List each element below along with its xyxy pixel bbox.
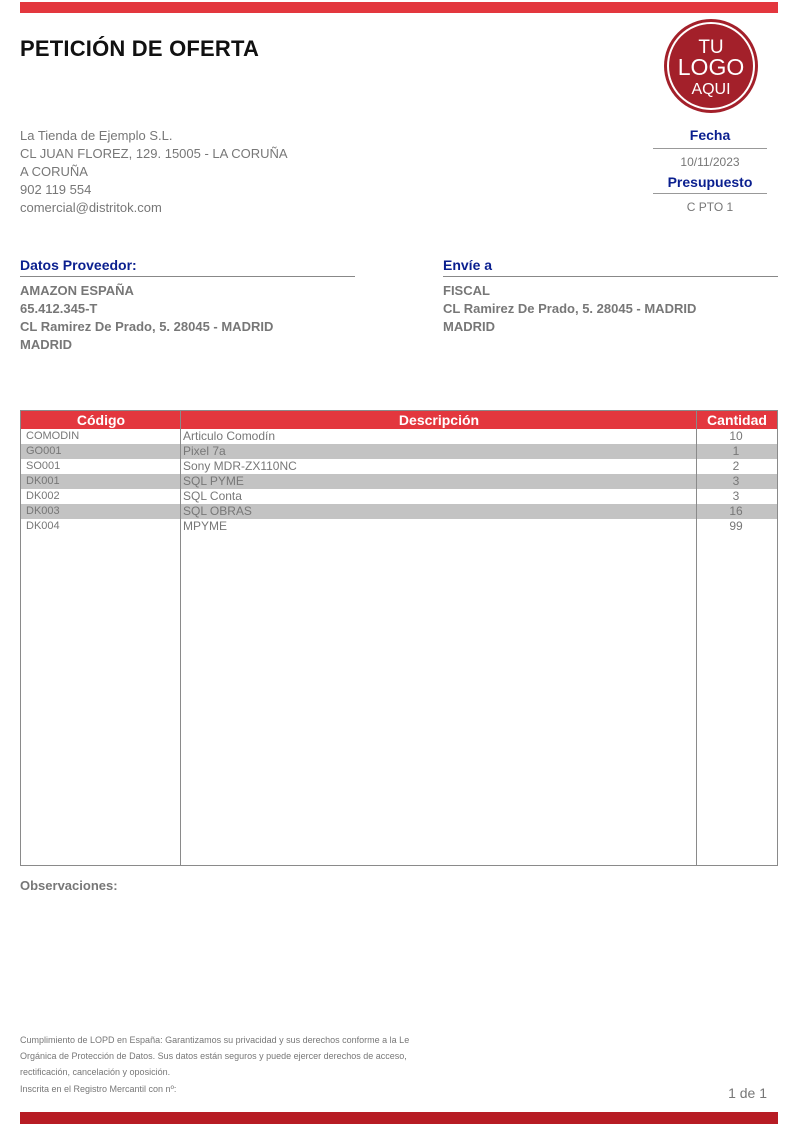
quote-block [653,174,767,190]
company-phone: 902 119 554 [20,182,92,197]
top-accent-bar [20,2,778,13]
date-value-block [653,155,767,169]
supplier-city: MADRID [20,337,72,352]
column-divider-quantity [696,411,697,865]
row-code: DK002 [26,490,60,502]
ship-to-city: MADRID [443,319,495,334]
legal-line-3: rectificación, cancelación y oposición. [20,1067,171,1077]
row-description: SQL OBRAS [183,504,252,518]
row-description: Articulo Comodín [183,429,276,443]
logo-text-line3: AQUI [691,81,731,98]
table-row [21,429,777,444]
logo-text-line1: TU [698,37,724,58]
observations-label: Observaciones: [20,878,118,893]
items-table-header [21,411,777,429]
quote-rule [653,193,767,194]
company-info [20,127,288,217]
legal-line-1: Cumplimiento de LOPD en España: Garantizamos su privacidad y sus derechos conforme a la Le [20,1035,410,1045]
row-quantity: 3 [732,474,740,488]
ship-to-rule [443,276,778,277]
row-code: COMODIN [26,430,80,442]
header-quantity: Cantidad [707,412,767,428]
ship-to-details [443,282,696,336]
row-description: Pixel 7a [183,444,226,458]
column-divider-code [180,411,181,865]
row-description: SQL PYME [183,474,244,488]
items-table [20,410,778,866]
row-code: DK004 [26,520,60,532]
date-rule [653,148,767,149]
row-quantity: 3 [732,489,740,503]
row-description: MPYME [183,519,228,533]
table-row [21,459,777,474]
row-quantity: 1 [732,444,740,458]
supplier-tax-id: 65.412.345-T [20,301,98,316]
quote-value-block [653,200,767,214]
table-row [21,489,777,504]
company-logo [664,19,758,113]
date-block [653,127,767,143]
date-label: Fecha [689,127,731,143]
bottom-accent-bar [20,1112,778,1124]
row-code: SO001 [26,460,61,472]
table-row [21,504,777,519]
table-row [21,444,777,459]
date-value: 10/11/2023 [680,155,740,169]
table-row [21,474,777,489]
header-description: Descripción [398,412,480,428]
supplier-title: Datos Proveedor: [20,257,137,273]
table-row [21,519,777,534]
supplier-address: CL Ramirez De Prado, 5. 28045 - MADRID [20,319,274,334]
ship-to-title: Envíe a [443,257,493,273]
row-code: DK001 [26,475,60,487]
row-code: GO001 [26,445,62,457]
ship-to-name: FISCAL [443,283,490,298]
company-name: La Tienda de Ejemplo S.L. [20,128,173,143]
legal-notice [20,1032,426,1080]
row-quantity: 16 [729,504,743,518]
row-quantity: 2 [732,459,740,473]
page-indicator: 1 de 1 [728,1085,767,1101]
supplier-name: AMAZON ESPAÑA [20,283,134,298]
company-address-line1: CL JUAN FLOREZ, 129. 15005 - LA CORUÑA [20,146,288,161]
company-email: comercial@distritok.com [20,200,162,215]
row-quantity: 99 [729,519,743,533]
header-code: Código [76,412,126,428]
legal-line-2: Orgánica de Protección de Datos. Sus datos están seguros y puede ejercer derechos de acceso, [20,1051,407,1061]
ship-to-address: CL Ramirez De Prado, 5. 28045 - MADRID [443,301,697,316]
row-quantity: 10 [729,429,743,443]
row-description: SQL Conta [183,489,242,503]
registry-note: Inscrita en el Registro Mercantil con nº: [20,1084,177,1094]
company-address-line2: A CORUÑA [20,164,88,179]
quote-label: Presupuesto [667,174,753,190]
supplier-rule [20,276,355,277]
row-description: Sony MDR-ZX110NC [183,459,297,473]
document-title: PETICIÓN DE OFERTA [20,36,260,61]
supplier-details [20,282,273,354]
logo-text-line2: LOGO [677,54,745,80]
quote-value: C PTO 1 [686,200,734,214]
row-code: DK003 [26,505,60,517]
